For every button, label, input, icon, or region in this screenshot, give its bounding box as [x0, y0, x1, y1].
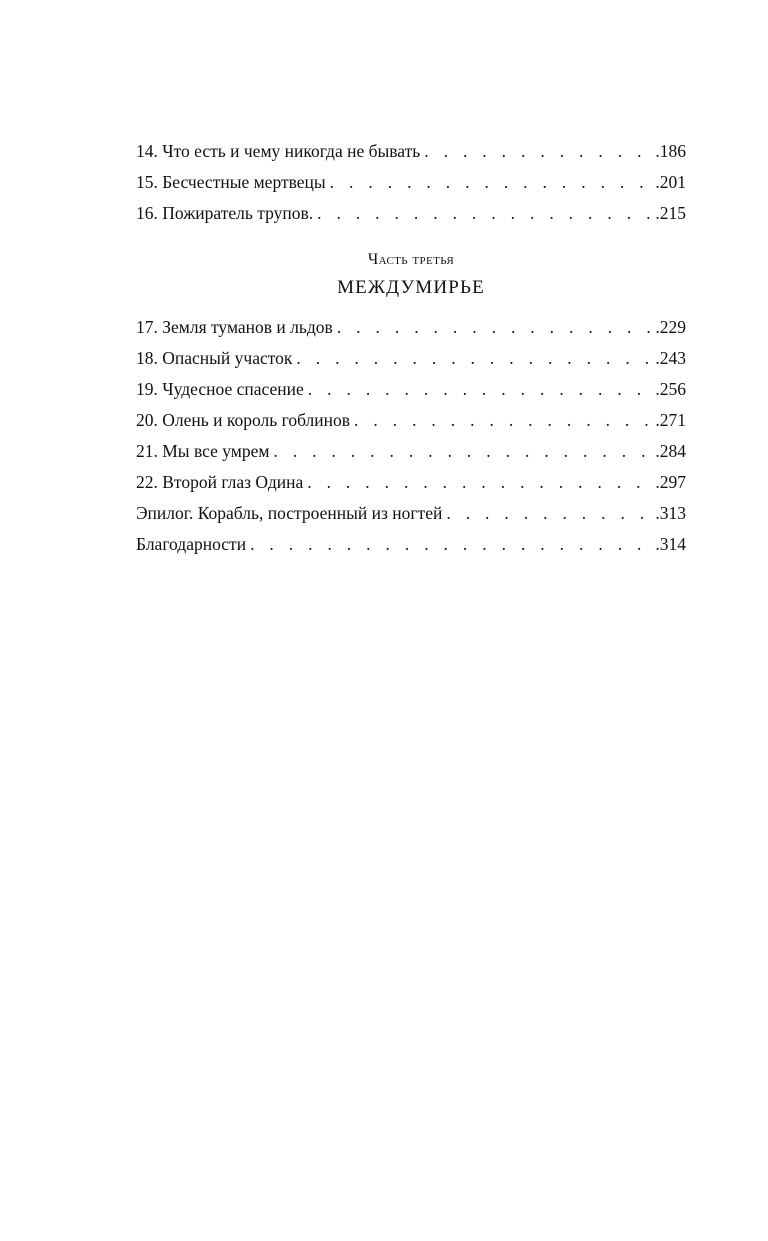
toc-entry[interactable]: [136, 198, 686, 229]
toc-entry-title: Эпилог. Корабль, построенный из ногтей: [136, 503, 443, 523]
dot-leader: [350, 405, 655, 436]
toc-entry[interactable]: [136, 343, 686, 374]
toc-entry[interactable]: [136, 405, 686, 436]
part-label: Часть третья: [367, 251, 455, 268]
toc-entry-title: 20. Олень и король гоблинов: [136, 410, 351, 430]
toc-entry[interactable]: [136, 312, 686, 343]
toc-entry[interactable]: [136, 529, 686, 560]
toc-list-bottom: [136, 312, 686, 560]
toc-entry-page: .256: [655, 379, 686, 399]
part-title: МЕЖДУМИРЬЕ: [337, 277, 485, 298]
toc-entry[interactable]: [136, 136, 686, 167]
toc-entry-page: .186: [655, 141, 686, 161]
toc-list-top: [136, 136, 686, 229]
dot-leader: [326, 167, 656, 198]
toc-entry-page: .313: [655, 503, 686, 523]
toc-entry-title: 17. Земля туманов и льдов: [136, 317, 333, 337]
toc-entry-page: .284: [655, 441, 686, 461]
toc-entry[interactable]: [136, 467, 686, 498]
toc-entry-page: .243: [655, 348, 686, 368]
toc-entry-page: .201: [655, 172, 686, 192]
dot-leader: [333, 312, 656, 343]
toc-entry-title: 14. Что есть и чему никогда не бывать: [136, 141, 421, 161]
toc-entry[interactable]: [136, 436, 686, 467]
toc-entry-title: 19. Чудесное спасение: [136, 379, 304, 399]
toc-entry-page: .229: [655, 317, 686, 337]
toc-entry-page: .314: [655, 534, 686, 554]
toc-entry-page: .297: [655, 472, 686, 492]
dot-leader: [303, 467, 655, 498]
dot-leader: [246, 529, 655, 560]
dot-leader: [269, 436, 655, 467]
toc-entry-title: 22. Второй глаз Одина: [136, 472, 304, 492]
toc-entry-title: 21. Мы все умрем: [136, 441, 270, 461]
toc-entry-title: Благодарности: [136, 534, 247, 554]
toc-entry-title: 16. Пожиратель трупов.: [136, 203, 314, 223]
dot-leader: [304, 374, 656, 405]
toc-entry[interactable]: [136, 498, 686, 529]
dot-leader: [442, 498, 655, 529]
toc-entry-page: .271: [655, 410, 686, 430]
toc-entry-page: .215: [655, 203, 686, 223]
dot-leader: [420, 136, 655, 167]
table-of-contents: [136, 136, 686, 560]
toc-entry-title: 18. Опасный участок: [136, 348, 293, 368]
toc-entry[interactable]: [136, 167, 686, 198]
toc-entry-title: 15. Бесчестные мертвецы: [136, 172, 326, 192]
dot-leader: [292, 343, 655, 374]
toc-entry[interactable]: [136, 374, 686, 405]
dot-leader: [313, 198, 655, 229]
